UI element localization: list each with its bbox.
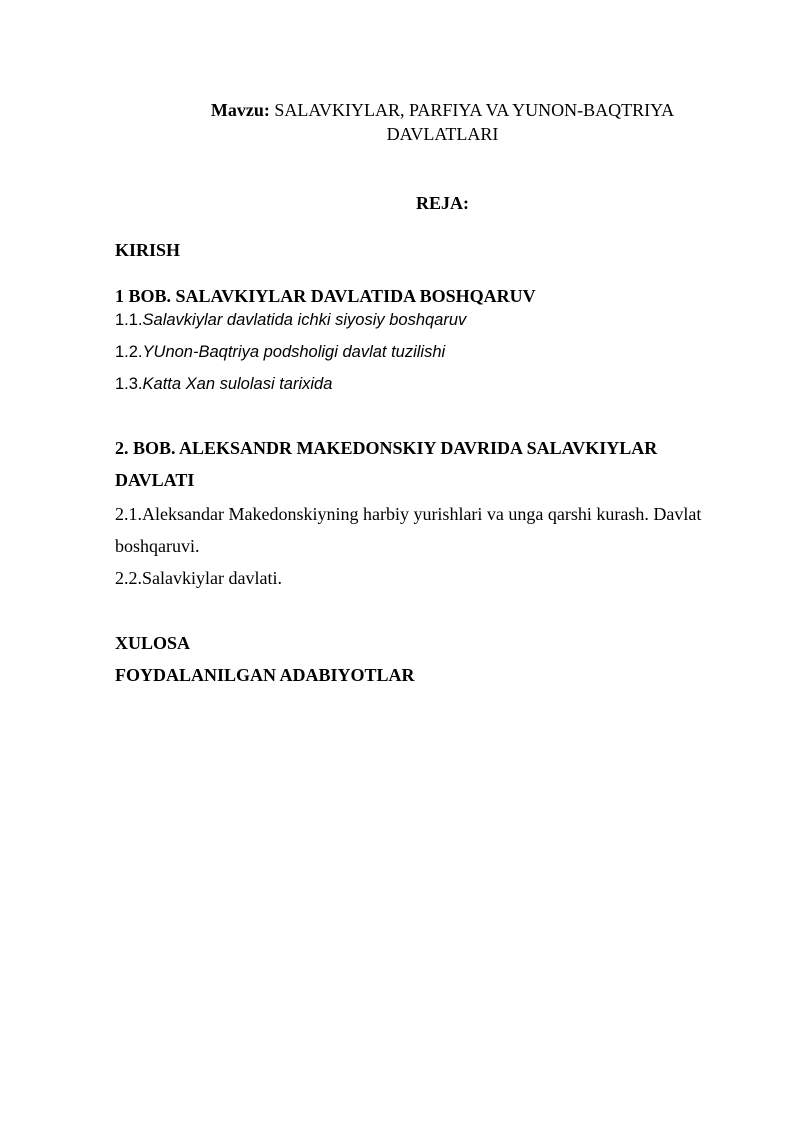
item-text: Katta Xan sulolasi tarixida [142, 375, 333, 393]
chapter-2-item-1-line-1: 2.1.Aleksandar Makedonskiyning harbiy yurishlari va unga qarshi kurash. Davlat [115, 504, 702, 524]
chapter-1-heading: 1 BOB. SALAVKIYLAR DAVLATIDA BOSHQARUV [115, 286, 536, 306]
item-text: YUnon-Baqtriya podsholigi davlat tuzilishi [142, 343, 446, 361]
chapter-1-item-2 [115, 341, 445, 363]
conclusion-heading: XULOSA [115, 633, 191, 653]
item-text: Salavkiylar davlatida ichki siyosiy boshqaruv [142, 311, 467, 329]
item-number: 1.1. [115, 311, 143, 329]
chapter-2-item-1-line-2: boshqaruvi. [115, 536, 200, 556]
item-number: 1.3. [115, 375, 143, 393]
intro-heading: KIRISH [115, 240, 181, 260]
title-text: SALAVKIYLAR, PARFIYA VA YUNON-BAQTRIYA [269, 100, 675, 120]
chapter-2-item-2: 2.2.Salavkiylar davlati. [115, 568, 282, 588]
plan-heading: REJA: [416, 193, 469, 213]
title-line-1 [115, 99, 770, 121]
chapter-2-heading-line-2: DAVLATI [115, 470, 195, 490]
title-prefix: Mavzu: [210, 100, 270, 120]
item-number: 1.2. [115, 343, 143, 361]
references-heading: FOYDALANILGAN ADABIYOTLAR [115, 665, 415, 685]
chapter-1-item-3 [115, 373, 332, 395]
chapter-2-heading-line-1: 2. BOB. ALEKSANDR MAKEDONSKIY DAVRIDA SALAVKIYLAR [115, 438, 658, 458]
title-line-2: DAVLATLARI [386, 124, 499, 144]
chapter-1-item-1 [115, 309, 466, 331]
